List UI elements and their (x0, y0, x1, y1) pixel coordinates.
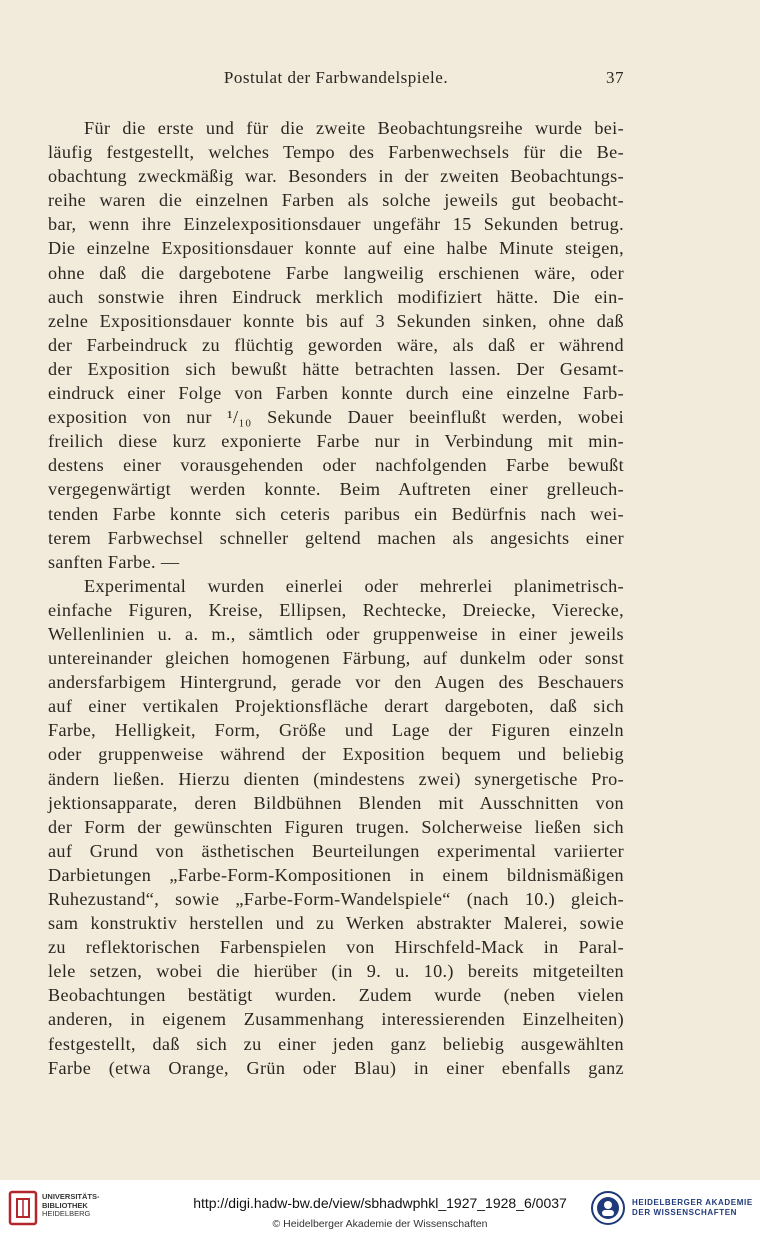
text-line: exposition von nur ¹/₁₀ Sekunde Dauer beeinflußt werden, wobei (48, 407, 624, 428)
copyright-notice: © Heidelberger Akademie der Wissenschaften (272, 1218, 488, 1230)
text-line: Experimental wurden einerlei oder mehrerlei planimetrisch- (84, 575, 624, 596)
text-line: Für die erste und für die zweite Beobachtungsreihe wurde bei- (84, 118, 624, 138)
academy-seal-logo-icon (590, 1190, 626, 1226)
text-line: Beobachtungen bestätigt wurden. Zudem wurde (neben vielen (48, 985, 624, 1006)
text-line: auf einer vertikalen Projektionsfläche derart dargeboten, daß sich (48, 696, 624, 717)
text-line: destens einer vorausgehenden oder nachfolgenden Farbe bewußt (48, 455, 624, 476)
text-line: obachtung zweckmäßig war. Besonders in der zweiten Beobachtungs- (48, 166, 624, 187)
text-line: der Exposition sich bewußt hätte betrachten lassen. Der Gesamt- (48, 358, 624, 379)
text-line: tenden Farbe konnte sich ceteris paribus ein Bedürfnis nach wei- (48, 503, 624, 524)
text-line: Darbietungen „Farbe-Form-Kompositionen in einem bildnismäßigen (48, 864, 624, 885)
digitization-footer (0, 1180, 760, 1237)
text-line: zelne Expositionsdauer konnte bis auf 3 Sekunden sinken, ohne daß (48, 310, 624, 331)
library-name: UNIVERSITÄTS- BIBLIOTHEK HEIDELBERG (42, 1192, 100, 1219)
text-line: vergegenwärtigt werden konnte. Beim Auftreten einer grelleuch- (48, 479, 624, 500)
text-line: ändern ließen. Hierzu dienten (mindestens zwei) synergetische Pro- (48, 768, 624, 789)
text-line: sam konstruktiv herstellen und zu Werken abstrakter Malerei, sowie (48, 913, 624, 934)
text-line: der Farbeindruck zu flüchtig geworden wäre, als daß er während (48, 334, 624, 355)
running-header (48, 68, 624, 96)
text-line: auf Grund von ästhetischen Beurteilungen experimental variierter (48, 840, 624, 861)
text-line: Die einzelne Expositionsdauer konnte auf eine halbe Minute steigen, (48, 238, 624, 259)
academy-name: HEIDELBERGER AKADEMIE DER WISSENSCHAFTEN (632, 1198, 753, 1217)
page-number: 37 (606, 68, 624, 87)
text-line: freilich diese kurz exponierte Farbe nur in Verbindung mit min- (48, 431, 624, 452)
text-line: Wellenlinien u. a. m., sämtlich oder gruppenweise in einer jeweils (48, 623, 624, 644)
text-line: jektionsapparate, deren Bildbühnen Blenden mit Ausschnitten von (48, 792, 624, 813)
text-line: auch sonstwie ihren Eindruck merklich modifiziert hätte. Die ein- (48, 286, 624, 307)
text-line: untereinander gleichen homogenen Färbung, auf dunkelm oder sonst (48, 648, 624, 669)
text-line: Farbe, Helligkeit, Form, Größe und Lage der Figuren einzeln (48, 720, 624, 741)
text-line: bar, wenn ihre Einzelexpositionsdauer ungefähr 15 Sekunden betrug. (48, 214, 624, 235)
text-line: zu reflektorischen Farbenspielen von Hirschfeld-Mack in Paral- (48, 937, 624, 958)
text-line: anderen, in eigenem Zusammenhang interessierenden Einzelheiten) (48, 1009, 624, 1030)
text-line: oder gruppenweise während der Exposition bequem und beliebig (48, 744, 624, 765)
text-line: reihe waren die einzelnen Farben als solche jeweils gut beobacht- (48, 190, 624, 211)
text-line: läufig festgestellt, welches Tempo des Farbenwechsels für die Be- (48, 142, 624, 163)
text-line: Farbe (etwa Orange, Grün oder Blau) in einer ebenfalls ganz (48, 1057, 624, 1078)
text-line: Ruhezustand“, sowie „Farbe-Form-Wandelspiele“ (nach 10.) gleich- (48, 889, 624, 909)
text-line: einfache Figuren, Kreise, Ellipsen, Rechtecke, Dreiecke, Vierecke, (48, 599, 624, 620)
running-title: Postulat der Farbwandelspiele. (223, 68, 449, 87)
text-line: festgestellt, daß sich zu einer jeden ganz beliebig ausgewählten (48, 1033, 624, 1054)
text-line: andersfarbigem Hintergrund, gerade vor den Augen des Beschauers (48, 672, 624, 693)
text-line: der Form der gewünschten Figuren trugen. Solcherweise ließen sich (48, 816, 624, 837)
permalink-url[interactable]: http://digi.hadw-bw.de/view/sbhadwphkl_1927_1928_6/0037 (193, 1195, 567, 1211)
text-line: ohne daß die dargebotene Farbe langweilig erschienen wäre, oder (48, 262, 624, 283)
text-line: terem Farbwechsel schneller geltend machen als angesichts einer (48, 527, 624, 548)
body-text (48, 116, 624, 1080)
text-line: lele setzen, wobei die hierüber (in 9. u. 10.) bereits mitgeteilten (48, 961, 624, 982)
text-line: eindruck einer Folge von Farben konnte durch eine einzelne Farb- (48, 383, 624, 404)
text-line: sanften Farbe. — (48, 551, 180, 572)
